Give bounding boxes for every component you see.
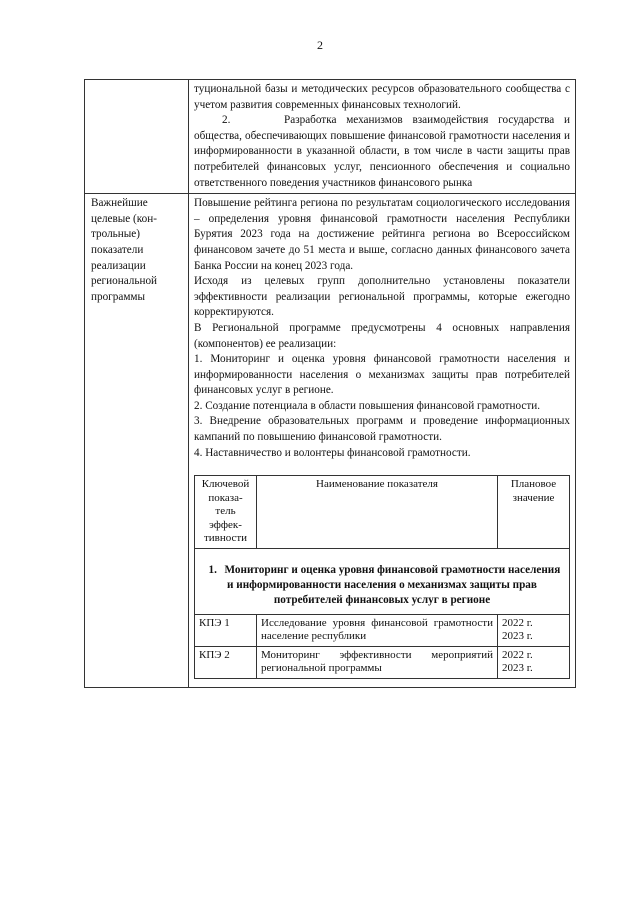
- direction-item: 1. Мониторинг и оценка уровня финансовой грамотности населения и информированности населения о механизмах защиты прав потребителей финансовых услуг в регионе.: [194, 353, 570, 397]
- direction-item: 4. Наставничество и волонтеры финансовой грамотности.: [194, 446, 471, 459]
- indicator-code: КПЭ 1: [195, 614, 257, 646]
- continuation-text: туциональной базы и методических ресурсов образовательного сообщества с учетом развития современных финансовых технологий.: [194, 83, 570, 111]
- table-row: [195, 646, 570, 678]
- section-number: 1.: [208, 563, 217, 576]
- indicator-years: 2022 г. 2023 г.: [498, 646, 570, 678]
- header-key-indicator: Ключевой показа- тель эффек- тивности: [195, 476, 257, 549]
- section-heading: [195, 548, 570, 614]
- task-number: 2.: [222, 114, 231, 127]
- paragraph: В Региональной программе предусмотрены 4 основных направления (компонентов) ее реализации:: [194, 321, 570, 350]
- table-row: [195, 614, 570, 646]
- indicator-code: КПЭ 2: [195, 646, 257, 678]
- header-indicator-name: Наименование показателя: [257, 476, 498, 549]
- direction-item: 2. Создание потенциала в области повышения финансовой грамотности.: [194, 399, 541, 412]
- row-content: [189, 194, 576, 688]
- direction-item: 3. Внедрение образовательных программ и проведение информационных кампаний по повышению финансовой грамотности.: [194, 415, 570, 444]
- section-row: [195, 548, 570, 614]
- paragraph: Исходя из целевых групп дополнительно установлены показатели эффективности реализации региональной программы, которые ежегодно корректируются.: [194, 275, 570, 319]
- row-label-cell: [85, 194, 189, 688]
- indicator-name: Мониторинг эффективности мероприятий региональной программы: [257, 646, 498, 678]
- table-row: [85, 80, 576, 194]
- row-label: Важнейшие целевые (кон- трольные) показатели реализации региональной программы: [91, 197, 158, 303]
- paragraph: Повышение рейтинга региона по результатам социологического исследования – определения уровня финансовой грамотности населения Республики Бурятия 2023 года на достижение рейтинга региона во Всероссийском финансовом зачете до 51 места и выше, согласно данных финансового зачета Банка России на конец 2023 года.: [194, 197, 570, 272]
- row-content: [189, 80, 576, 194]
- row-label-empty: [85, 80, 189, 194]
- header-planned-value: Плановое значение: [498, 476, 570, 549]
- indicators-header-row: [195, 476, 570, 549]
- task-item-2: [194, 113, 570, 191]
- indicator-years: 2022 г. 2023 г.: [498, 614, 570, 646]
- program-passport-table: [84, 79, 576, 688]
- table-row: [85, 194, 576, 688]
- page-number: 2: [317, 38, 323, 52]
- task-text: Разработка механизмов взаимодействия государства и общества, обеспечивающих повышение финансовой грамотности населения и информированности в указанной области, в том числе в части защиты прав потребителей финансовых услуг, пенсионного обеспечения и социально ответственного поведения участников финансового рынка: [194, 114, 570, 189]
- indicator-name: Исследование уровня финансовой грамотности население республики: [257, 614, 498, 646]
- section-title: Мониторинг и оценка уровня финансовой грамотности населения и информированности населения о механизмах защиты прав потребителей финансовых услуг в регионе: [224, 563, 561, 606]
- indicators-table: [194, 475, 570, 679]
